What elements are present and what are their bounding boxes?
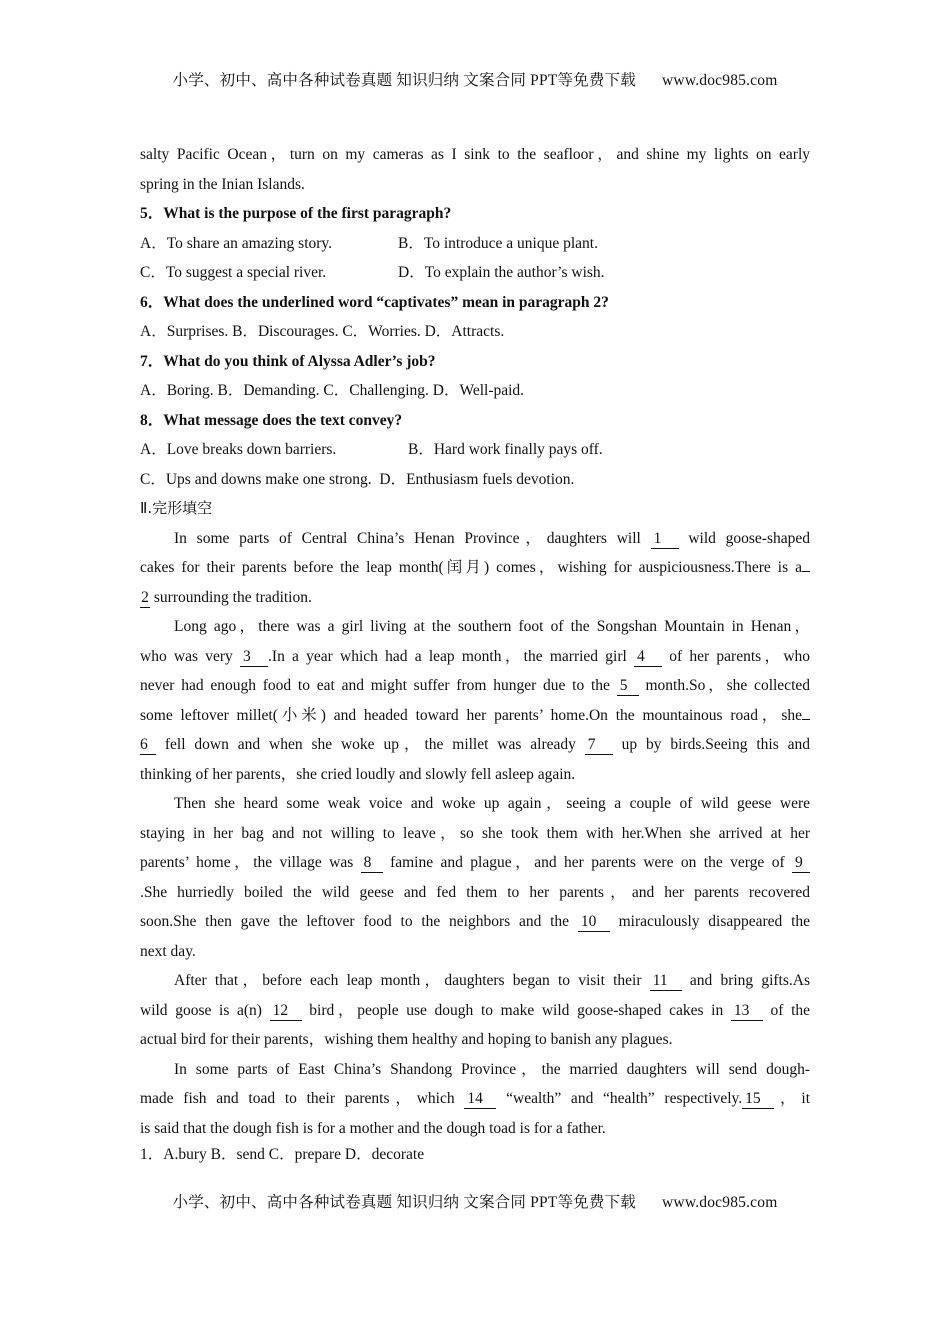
passage-line: Long ago，there was a girl living at the southern foot of the Songshan Mountain in Henan， (174, 618, 810, 635)
passage-line: never had enough food to eat and might suffer from hunger due to the 5 month.So，she collected (140, 677, 810, 694)
blank-7[interactable]: 7 (585, 736, 613, 755)
option-b: B．Hard work finally pays off. (408, 441, 603, 458)
passage-line: 2 surrounding the tradition. (141, 588, 312, 606)
passage-line: some leftover millet(小米) and headed toward her parents’ home.On the mountainous road，she (140, 701, 810, 731)
document-body (140, 140, 810, 1167)
option-c: C．Ups and downs make one strong. (140, 470, 372, 488)
passage-line: wild goose is a(n) 12 bird，people use dough to make wild goose-shaped cakes in 13 of the (140, 1001, 810, 1019)
blank-11[interactable]: 11 (650, 972, 682, 991)
passage-line: In some parts of East China’s Shandong Province，the married daughters will send dough- (174, 1060, 810, 1078)
passage-line: After that，before each leap month，daughters began to visit their 11 and bring gifts.As (174, 972, 810, 989)
options-row: A．Boring. B．Demanding. C．Challenging. D．Well-paid. (140, 382, 525, 399)
options-row: A．Surprises. B．Discourages. C．Worries. D．Attracts. (140, 323, 505, 340)
passage-line: cakes for their parents before the leap month(闰月) comes，wishing for auspiciousness.There is a (140, 553, 810, 583)
passage-line: made fish and toad to their parents，which 14 “wealth” and “health” respectively. 15 ，it (140, 1090, 810, 1107)
option-d: D．To explain the author’s wish. (398, 264, 605, 281)
options-row (140, 465, 810, 495)
question-8: 8．What message does the text convey? (140, 411, 403, 429)
passage-line: soon.She then gave the leftover food to the neighbors and the 10 miraculously disappeared the (140, 913, 810, 930)
blank-9[interactable]: 9 (792, 854, 810, 873)
passage-line: thinking of her parents，she cried loudly and slowly fell asleep again. (140, 765, 576, 783)
passage-line: who was very 3 .In a year which had a leap month，the married girl 4 of her parents，who (140, 647, 810, 665)
options-row (140, 258, 810, 288)
page-footer (0, 1190, 950, 1212)
section-title: Ⅱ.完形填空 (140, 499, 213, 517)
blank-2[interactable]: 2 (141, 588, 149, 606)
option-c: C．To suggest a special river. (140, 264, 327, 281)
passage-line: actual bird for their parents，wishing them healthy and hoping to banish any plagues. (140, 1031, 673, 1048)
options-row (140, 229, 810, 259)
passage-line: staying in her bag and not willing to leave，so she took them with her.When she arrived at her (140, 824, 810, 842)
intro-line: spring in the Inian Islands. (140, 175, 305, 193)
blank-8[interactable]: 8 (361, 854, 383, 873)
blank-5[interactable]: 5 (617, 677, 639, 696)
blank-12[interactable]: 12 (270, 1002, 302, 1021)
question-6: 6．What does the underlined word “captivates” mean in paragraph 2? (140, 293, 609, 311)
passage-line: .She hurriedly boiled the wild geese and fed them to her parents，and her parents recovered (140, 883, 810, 901)
blank-13[interactable]: 13 (731, 1002, 763, 1021)
footer-text: 小学、初中、高中各种试卷真题 知识归纳 文案合同 PPT等免费下载 (172, 1194, 636, 1211)
blank-6[interactable]: 6 (140, 736, 156, 755)
blank-2-start[interactable] (802, 571, 810, 572)
blank-10[interactable]: 10 (578, 913, 610, 932)
passage-line: parents’ home，the village was 8 famine and plague，and her parents were on the verge of 9 (140, 848, 810, 878)
question-5: 5．What is the purpose of the first paragraph? (140, 205, 452, 222)
intro-line: salty Pacific Ocean，turn on my cameras as I sink to the seafloor，and shine my lights on early (140, 146, 810, 163)
blank-15[interactable]: 15 (742, 1090, 774, 1109)
options-row (140, 435, 810, 465)
answer-option-1: 1．A.bury B．send C．prepare D．decorate (140, 1146, 425, 1163)
blank-6-start[interactable] (802, 719, 810, 720)
option-b: B．To introduce a unique plant. (398, 234, 598, 252)
header-text: 小学、初中、高中各种试卷真题 知识归纳 文案合同 PPT等免费下载 (172, 72, 636, 89)
option-a: A．To share an amazing story. (140, 234, 333, 252)
blank-14[interactable]: 14 (464, 1090, 496, 1109)
passage-line: 6 fell down and when she woke up，the millet was already 7 up by birds.Seeing this and (140, 736, 810, 753)
blank-1[interactable]: 1 (651, 530, 679, 549)
passage-line: next day. (140, 942, 196, 960)
passage-line: In some parts of Central China’s Henan Province，daughters will 1 wild goose-shaped (174, 529, 810, 547)
question-7: 7．What do you think of Alyssa Adler’s job? (140, 352, 436, 370)
blank-3[interactable]: 3 (240, 648, 268, 667)
header-url[interactable]: www.doc985.com (662, 72, 778, 89)
option-a: A．Love breaks down barriers. (140, 441, 337, 458)
page-header (0, 68, 950, 90)
option-d: D．Enthusiasm fuels devotion. (379, 470, 575, 488)
passage-line: is said that the dough fish is for a mother and the dough toad is for a father. (140, 1119, 606, 1137)
passage-line: Then she heard some weak voice and woke up again，seeing a couple of wild geese were (174, 795, 810, 812)
blank-4[interactable]: 4 (634, 648, 662, 667)
footer-url[interactable]: www.doc985.com (662, 1194, 778, 1211)
